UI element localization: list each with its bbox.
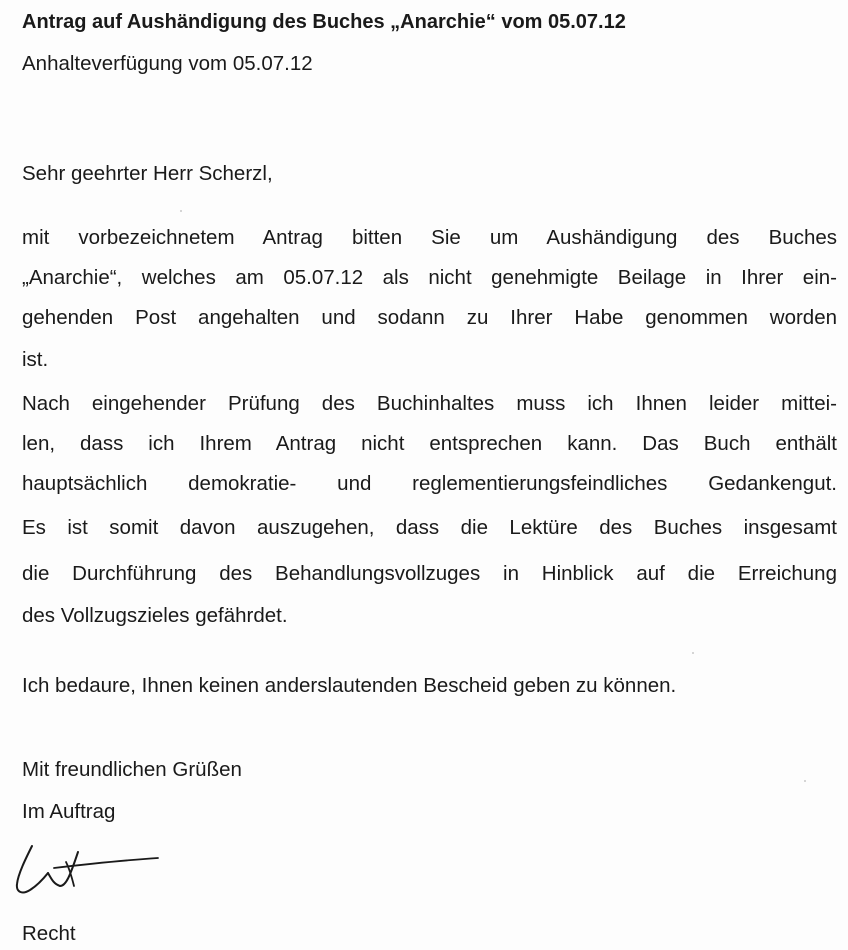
paragraph2-line: Nach eingehender Prüfung des Buchinhaltes muss ich Ihnen leider mittei- [22,392,837,415]
scan-speck [692,652,694,654]
scan-speck [180,210,182,212]
paragraph2-line: len, dass ich Ihrem Antrag nicht entsprechen kann. Das Buch enthält [22,432,837,455]
subject-line: Antrag auf Aushändigung des Buches „Anarchie“ vom 05.07.12 [22,11,626,33]
paragraph1-line: ist. [22,348,49,371]
paragraph2-line: die Durchführung des Behandlungsvollzuges in Hinblick auf die Erreichung [22,562,837,585]
paragraph1-line: mit vorbezeichnetem Antrag bitten Sie um Aushändigung des Buches [22,226,837,249]
closing: Mit freundlichen Grüßen [22,758,242,781]
signer-name: Recht [22,922,76,945]
paragraph2-line: hauptsächlich demokratie- und reglementierungsfeindliches Gedankengut. [22,472,837,495]
subject-subline: Anhalteverfügung vom 05.07.12 [22,52,313,75]
scan-speck [804,780,806,782]
paragraph1-line: gehenden Post angehalten und sodann zu Ihrer Habe genommen worden [22,306,837,329]
paragraph2-line: des Vollzugszieles gefährdet. [22,604,288,627]
on-behalf: Im Auftrag [22,800,116,823]
paragraph1-line: „Anarchie“, welches am 05.07.12 als nicht genehmigte Beilage in Ihrer ein- [22,266,837,289]
salutation: Sehr geehrter Herr Scherzl, [22,162,273,185]
paragraph3: Ich bedaure, Ihnen keinen anderslautenden Bescheid geben zu können. [22,674,677,697]
handwritten-signature-icon [8,840,168,900]
paragraph2-line: Es ist somit davon auszugehen, dass die Lektüre des Buches insgesamt [22,516,837,539]
